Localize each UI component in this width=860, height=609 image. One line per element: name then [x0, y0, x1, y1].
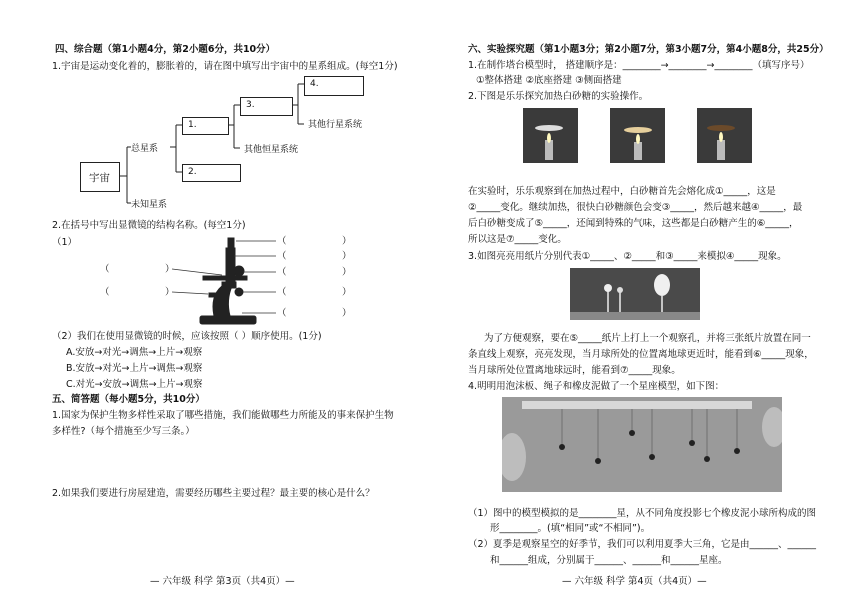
option-c[interactable]: C.对光→安放→调焦→上片→观察	[66, 379, 203, 390]
sun-earth-moon-photo	[570, 268, 700, 320]
q6-2-text: 2.下图是乐乐探究加热白砂糖的实验操作。	[468, 91, 649, 102]
section4-title: 四、综合题（第1小题4分，第2小题6分，共10分）	[55, 44, 276, 55]
option-a[interactable]: A.安放→对光→调焦→上片→观察	[66, 347, 203, 358]
universe-label: 宇宙	[89, 172, 110, 184]
total-galaxy-label: 总星系	[131, 144, 159, 154]
microscope-paren-open-5[interactable]: （	[100, 287, 110, 298]
blank-4-label: 4.	[310, 79, 319, 89]
microscope-paren-close-4: ）	[342, 267, 352, 278]
q5-2-text: 2.如果我们要进行房屋建造，需要经历哪些主要过程？最主要的核心是什么？	[52, 488, 375, 499]
section6-title: 六、实验探究题（第1小题3分；第2小题7分，第3小题7分，第4小题8分，共25分）	[468, 44, 829, 55]
microscope-paren-close-1: ）	[342, 236, 352, 247]
microscope-paren-open-1[interactable]: （	[277, 236, 287, 247]
q6-4-2-line2: 和______组成，分别属于______、______和______星座。	[490, 555, 728, 566]
microscope-paren-open-2[interactable]: （	[277, 251, 287, 262]
q4-1-text: 1.宇宙是运动变化着的，膨胀着的，请在图中填写出宇宙中的星系组成。(每空1分)	[52, 61, 398, 72]
microscope-paren-close-5: ）	[165, 287, 175, 298]
page-right	[430, 0, 860, 609]
q6-4-1-line1: （1）图中的模型模拟的是________星，从不同角度投影七个橡皮泥小球所构成的图	[468, 508, 817, 519]
sugar-photo-3	[697, 108, 752, 163]
blank-2-label: 2.	[188, 167, 197, 177]
q6-4-text: 4.明明用泡沫板、绳子和橡皮泥做了一个星座模型，如下图：	[468, 381, 725, 392]
blank-1-label: 1.	[188, 120, 197, 130]
q6-2-paragraph-line4: 所以这是⑦_____变化。	[468, 234, 567, 245]
constellation-model-photo	[502, 397, 782, 492]
section5-title: 五、简答题（每小题5分，共10分）	[52, 394, 205, 405]
q6-2-paragraph-line3: 后白砂糖变成了⑤_____，还闻到特殊的气味，这些都是白砂糖产生的⑥_____，	[468, 218, 799, 229]
sugar-photo-1	[523, 108, 578, 163]
q4-2-1-label: （1）	[52, 237, 78, 248]
q6-4-2-line1: （2）夏季是观察星空的好季节，我们可以利用夏季大三角，它是由______、______	[468, 539, 817, 550]
microscope-paren-close-2: ）	[342, 251, 352, 262]
q6-3-text: 3.如图亮亮用纸片分别代表①_____、②_____和③_____来模拟④_____现象。	[468, 251, 787, 262]
microscope-paren-close-3: ）	[165, 264, 175, 275]
unknown-galaxy-label: 未知星系	[131, 200, 168, 210]
q4-2-2-text: （2）我们在使用显微镜的时候，应该按照（ ）顺序使用。(1分)	[52, 331, 322, 342]
footer-page3: — 六年级 科学 第3页（共4页）—	[150, 576, 295, 587]
q6-3-paragraph-line1: 为了方便观察，要在⑤_____纸片上打上一个观察孔，并将三张纸片放置在同一	[484, 333, 811, 344]
q4-2-text: 2.在括号中写出显微镜的结构名称。(每空1分)	[52, 220, 246, 231]
q5-1-text-line1: 1.国家为保护生物多样性采取了哪些措施，我们能做哪些力所能及的事来保护生物	[52, 410, 394, 421]
footer-page4: — 六年级 科学 第4页（共4页）—	[562, 576, 707, 587]
q6-1-options: ①整体搭建 ②底座搭建 ③侧面搭建	[476, 75, 622, 86]
option-b[interactable]: B.安放→对光→上片→调焦→观察	[66, 363, 203, 374]
q6-3-paragraph-line2: 条直线上观察，亮亮发现，当月球所处的位置离地球更近时，能看到⑥_____现象，	[468, 349, 814, 360]
microscope-paren-close-7: ）	[342, 308, 352, 319]
q6-1-text: 1.在制作塔台模型时， 搭建顺序是：________→________→________（填写序号）	[468, 60, 810, 71]
q6-3-paragraph-line3: 当月球所处位置离地球远时，能看到⑦_____现象。	[468, 365, 681, 376]
q6-2-paragraph-line2: ②_____变化。继续加热，很快白砂糖颜色会变③_____，然后越来越④_____，最	[468, 202, 803, 213]
sugar-photo-2	[610, 108, 665, 163]
blank-3-label: 3.	[246, 100, 255, 110]
other-planet-system-label: 其他行星系统	[308, 120, 363, 130]
microscope-paren-close-6: ）	[342, 287, 352, 298]
microscope-illustration	[0, 0, 430, 330]
q6-4-1-line2: 形________。(填“相同”或“不相同”)。	[490, 523, 651, 534]
microscope-paren-open-3[interactable]: （	[100, 264, 110, 275]
microscope-paren-open-4[interactable]: （	[277, 267, 287, 278]
microscope-paren-open-6[interactable]: （	[277, 287, 287, 298]
microscope-paren-open-7[interactable]: （	[277, 308, 287, 319]
other-star-system-label: 其他恒星系统	[244, 145, 299, 155]
q5-1-text-line2: 多样性?（每个措施至少写三条。）	[52, 426, 195, 437]
q6-2-paragraph-line1: 在实验时，乐乐观察到在加热过程中，白砂糖首先会熔化成①_____，这是	[468, 186, 776, 197]
